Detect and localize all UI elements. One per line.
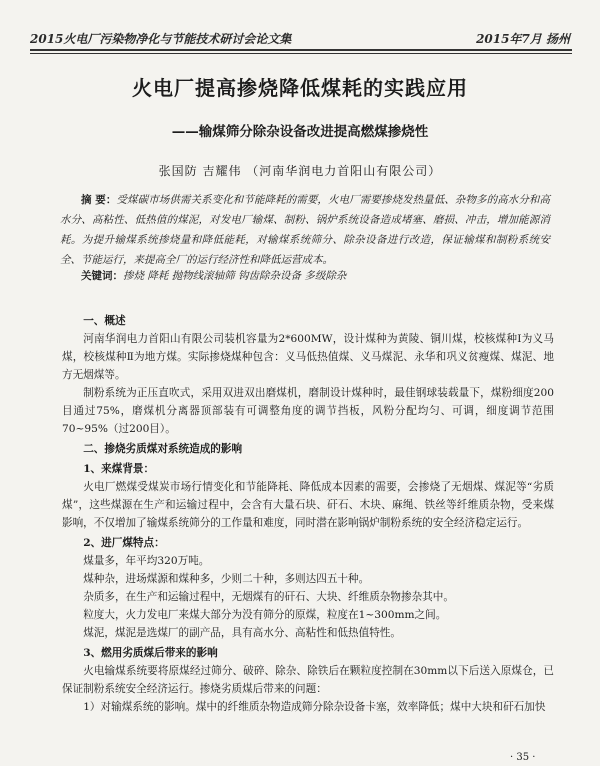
page-number: · 35 ·: [510, 752, 536, 763]
header-proceedings-title: 2015火电厂污染物净化与节能技术研讨会论文集: [30, 32, 292, 46]
section-heading: 2、进厂煤特点：: [83, 537, 165, 549]
body-paragraph: 粒度大，火力发电厂来煤大部分为没有筛分的原煤，粒度在1~300mm之间。: [83, 609, 447, 621]
section-heading: 一、概述: [83, 315, 126, 327]
section-heading: 二、掺烧劣质煤对系统造成的影响: [83, 443, 243, 455]
running-header: [30, 30, 570, 48]
header-rule-thin: [30, 53, 572, 54]
header-date-location: 2015年7月 扬州: [476, 32, 570, 46]
keywords-label: 关键词：: [81, 270, 123, 282]
header-rule-thick: [30, 49, 572, 51]
abstract-text: 受煤碳市场供需关系变化和节能降耗的需要，火电厂需要掺烧发热量低、杂物多的高水分和高水分、高粘性、低热值的煤泥，对发电厂输煤、制粉、锅炉系统设备造成堵塞、磨损、冲击，增加能源消耗。为提升输煤系统掺烧量和降低能耗，对输煤系统筛分、除杂设备进行改造，保证输煤和制粉系统安全、节能运行，来提高全厂的运行经济性和降低运营成本。: [60, 194, 551, 266]
body-paragraph: 煤泥，煤泥是选煤厂的副产品，具有高水分、高粘性和低热值特性。: [83, 627, 401, 639]
body-paragraph: 1）对输煤系统的影响。煤中的纤维质杂物造成筛分除杂设备卡塞，效率降低；煤中大块和矸石加快: [83, 701, 546, 713]
paper-subtitle: ——输煤筛分除杂设备改进提高燃煤掺烧性: [171, 124, 429, 140]
keywords: [60, 268, 550, 283]
section-heading: 3、燃用劣质煤后带来的影响: [83, 647, 218, 659]
body-paragraph: 河南华润电力首阳山有限公司装机容量为2*600MW，设计煤种为黄陵、铜川煤，校核煤种Ⅰ为义马煤，校核煤种Ⅱ为地方煤。实际掺烧煤种包含：义马低热值煤、义马煤泥、永华和巩义贫瘦煤、煤泥、地方无烟煤等。: [62, 333, 554, 381]
body-paragraph: 火电输煤系统要将原煤经过筛分、破碎、除杂、除铁后在颗粒度控制在30mm以下后送入原煤仓，已保证制粉系统安全经济运行。掺烧劣质煤后带来的问题：: [62, 665, 554, 695]
body-paragraph: 煤种杂，进场煤源和煤种多，少则二十种，多则达四五十种。: [83, 573, 370, 585]
section-heading: 1、来煤背景：: [83, 463, 155, 475]
abstract-label: 摘 要：: [81, 194, 117, 206]
body-paragraph: 火电厂燃煤受煤炭市场行情变化和节能降耗、降低成本因素的需要，会掺烧了无烟煤、煤泥等“劣质煤”，这些煤源在生产和运输过程中，会含有大量石块、矸石、木块、麻绳、铁丝等纤维质杂物，受来煤影响，不仅增加了输煤系统筛分的工作量和难度，同时潜在影响锅炉制粉系统的安全经济稳定运行。: [62, 481, 554, 529]
paper-authors: 张国防 吉耀伟 （河南华润电力首阳山有限公司）: [158, 164, 442, 178]
body-paragraph: 制粉系统为正压直吹式，采用双进双出磨煤机，磨制设计煤种时，最佳钢球装载量下，煤粉细度200目通过75%，磨煤机分离器顶部装有可调整角度的调节挡板，风粉分配均匀、可调，细度调节范围70~95%（过200目）。: [62, 387, 554, 435]
body-paragraph: 煤量多，年平均320万吨。: [83, 555, 210, 567]
abstract: [60, 190, 550, 270]
body-paragraph: 杂质多，在生产和运输过程中，无烟煤有的矸石、大块、纤维质杂物掺杂其中。: [83, 591, 454, 603]
keywords-text: 掺烧 降耗 抛物线滚轴筛 钩齿除杂设备 多级除杂: [123, 270, 347, 282]
paper-title: 火电厂提高掺烧降低煤耗的实践应用: [132, 76, 468, 100]
paper-body: [62, 312, 554, 716]
